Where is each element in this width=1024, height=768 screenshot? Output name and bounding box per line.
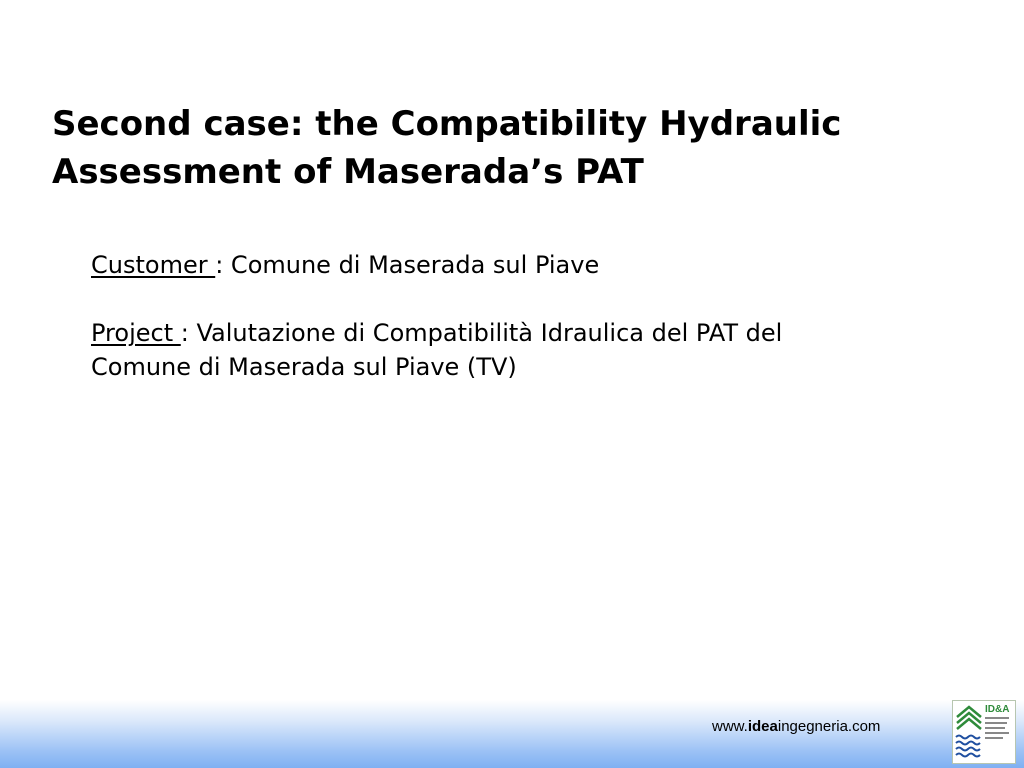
footer-website-link[interactable] bbox=[712, 718, 880, 735]
project-value-line1: : Valutazione di Compatibilità Idraulica del PAT del bbox=[180, 319, 783, 347]
project-line bbox=[91, 316, 951, 384]
spacer bbox=[91, 282, 951, 316]
customer-line bbox=[91, 248, 951, 282]
logo-graphic bbox=[953, 701, 1015, 763]
slide-title-line2: Assessment of Maserada’s PAT bbox=[52, 152, 644, 192]
project-value-line2: Comune di Maserada sul Piave (TV) bbox=[91, 353, 517, 381]
slide-content bbox=[91, 248, 951, 384]
slide-title-line1: Second case: the Compatibility Hydraulic bbox=[52, 104, 842, 144]
logo-text: ID&A bbox=[985, 704, 1010, 715]
customer-value: : Comune di Maserada sul Piave bbox=[215, 251, 600, 279]
footer-url-prefix: www. bbox=[712, 718, 748, 735]
project-label: Project bbox=[91, 319, 181, 347]
id-and-a-logo-icon bbox=[952, 700, 1016, 764]
footer-url-suffix: ingegneria.com bbox=[777, 718, 881, 735]
slide-title bbox=[52, 100, 952, 196]
customer-label: Customer bbox=[91, 251, 216, 279]
footer-url-bold: idea bbox=[747, 718, 778, 735]
